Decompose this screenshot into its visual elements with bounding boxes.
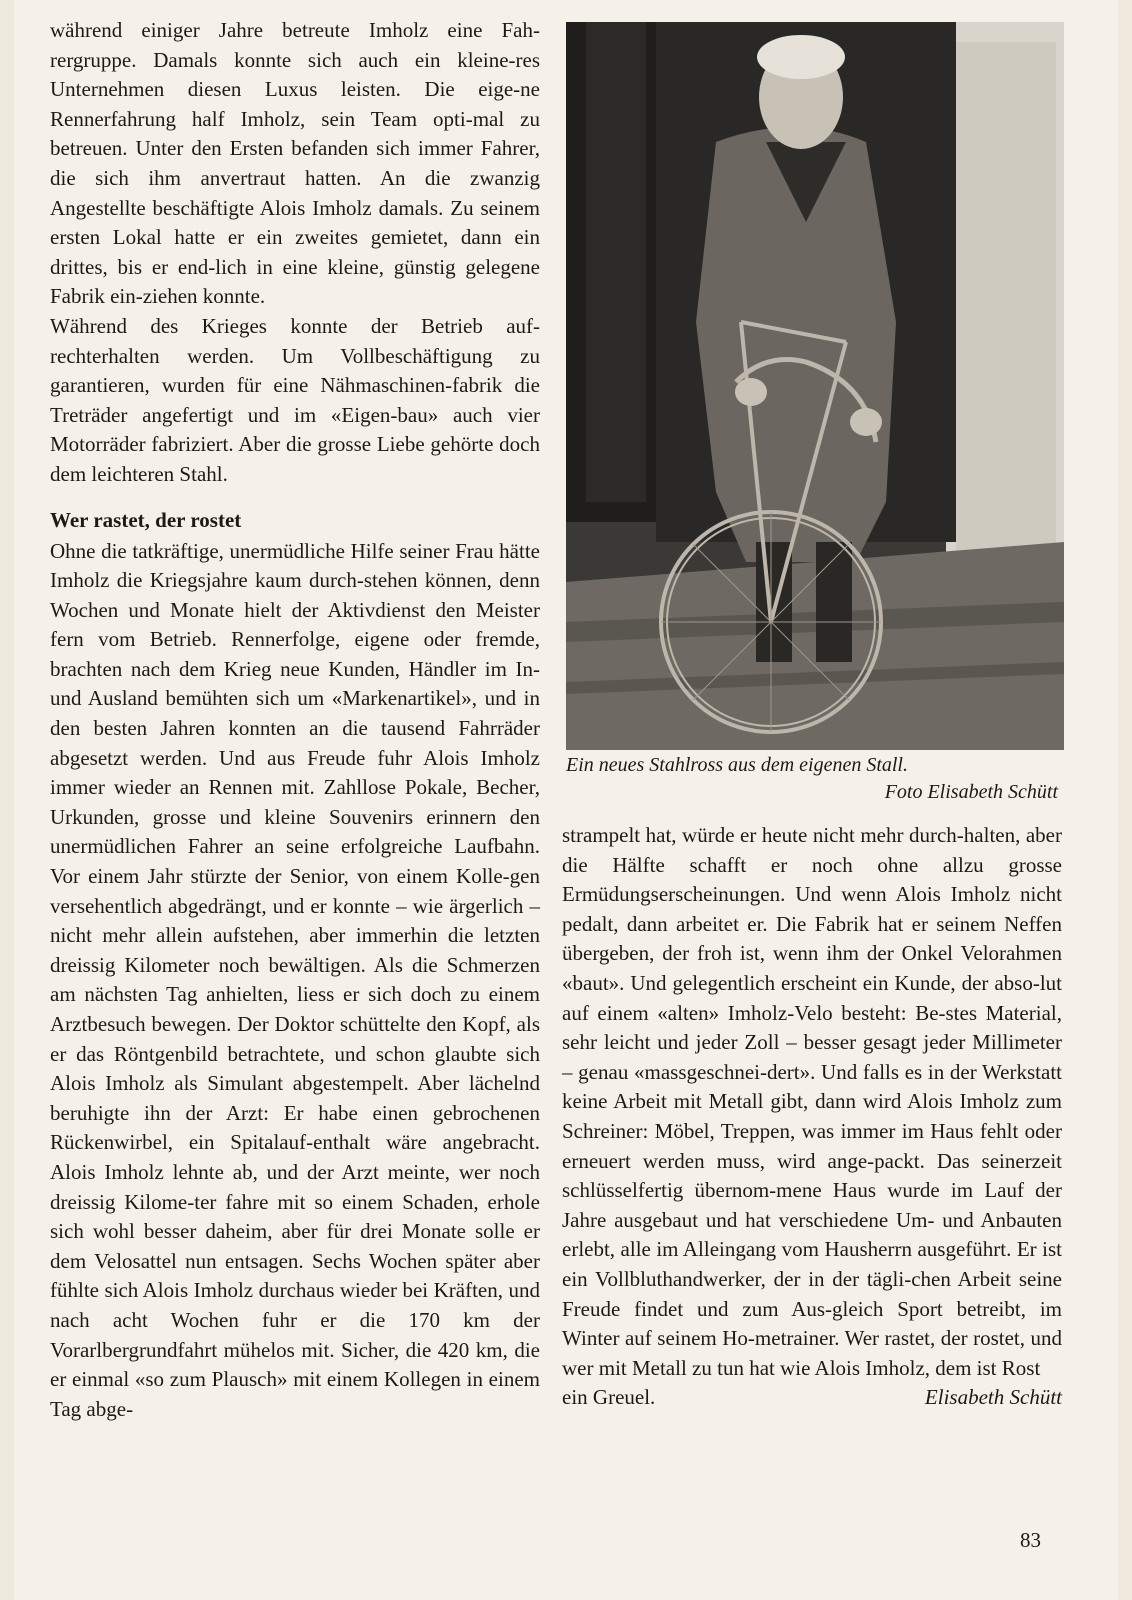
right-column <box>562 821 1062 1413</box>
photo-credit: Foto Elisabeth Schütt <box>884 781 1058 803</box>
caption-text: Ein neues Stahlross aus dem eigenen Stall. <box>566 754 908 776</box>
section-heading: Wer rastet, der rostet <box>50 507 242 532</box>
paragraph-3: Ohne die tatkräftige, unermüdliche Hilfe seiner Frau hätte Imholz die Kriegsjahre kaum durch-stehen können, denn Wochen und Monate hielt der Aktivdienst den Meister fern vom Betrieb. Rennerfolge, eigene oder fremde, brachten nach dem Krieg neue Kunden, Händler im In- und Ausland bemühten sich um «Markenartikel», und in den besten Jahren konnten an die tausend Fahrräder abgesetzt werden. Und aus Freude fuhr Alois Imholz immer wieder an Rennen mit. Zahllose Pokale, Becher, Urkunden, grosse und kleine Souvenirs erinnern den unermüdlichen Fahrer an seine erfolgreiche Laufbahn. Vor einem Jahr stürzte der Senior, von einem Kolle-gen versehentlich abgedrängt, und er konnte – wie ärgerlich – nicht mehr allein aufstehen, aber immerhin die letzten dreissig Kilometer noch bewältigen. Als die Schmerzen am nächsten Tag anhielten, liess er sich doch zu einem Arztbesuch bewegen. Der Doktor schüttelte den Kopf, als er das Röntgenbild betrachtete, und schon glaubte sich Alois Imholz als Simulant abgestempelt. Aber lächelnd beruhigte ihn der Arzt: Er habe einen gebrochenen Rückenwirbel, ein Spitalauf-enthalt wäre angebracht. Alois Imholz lehnte ab, und der Arzt meinte, wer noch dreissig Kilome-ter fahre mit so einem Schaden, erhole sich wohl besser daheim, aber für drei Monate solle er dem Velosattel nun entsagen. Sechs Wochen später aber fühlte sich Alois Imholz durchaus wieder bei Kräften, und nach acht Wochen fuhr er die 170 km der Vorarlbergrundfahrt mühelos mit. Sicher, die 420 km, die er einmal «so zum Plausch» mit einem Kollegen in einem Tag abge- <box>50 538 540 1421</box>
paragraph-1: während einiger Jahre betreute Imholz eine Fah-rergruppe. Damals konnte sich auch ein kleine-res Unternehmen diesen Luxus leisten. Die eige-ne Rennerfahrung half Imholz, sein Team opti-mal zu betreuen. Unter den Ersten befanden sich immer Fahrer, die sich ihm anvertraut hatten. An die zwanzig Angestellte beschäftigte Alois Imholz damals. Zu seinem ersten Lokal hatte er ein zweites gemietet, dann ein drittes, bis er end-lich in eine kleine, günstig gelegene Fabrik ein-ziehen konnte. <box>50 18 540 309</box>
paragraph-4: strampelt hat, würde er heute nicht mehr durch-halten, aber die Hälfte schafft er noch ohne allzu grosse Ermüdungserscheinungen. Und wenn Alois Imholz nicht pedalt, dann arbeitet er. Die Fabrik hat er seinem Neffen übergeben, der froh ist, wenn ihm der Onkel Velorahmen «baut». Und gelegentlich erscheint ein Kunde, der abso-lut auf einem «alten» Imholz-Velo besteht: Be-stes Material, sehr leicht und jeder Zoll – besser gesagt jeder Millimeter – genau «massgeschnei-dert». Und falls es in der Werkstatt keine Arbeit mit Metall gibt, dann wird Alois Imholz zum Schreiner: Möbel, Treppen, was immer im Haus fehlt oder erneuert werden muss, wird ange-packt. Das seinerzeit schlüsselfertig übernom-mene Haus wurde im Lauf der Jahre ausgebaut und hat verschiedene Um- und Anbauten erlebt, alle im Alleingang vom Hausherrn ausgeführt. Er ist ein Vollbluthandwerker, der in der tägli-chen Arbeit seine Freude findet und zum Aus-gleich Sport betreibt, im Winter auf seinem Ho-metrainer. Wer rastet, der rostet, und wer mit Metall zu tun hat wie Alois Imholz, dem ist Rost <box>562 823 1062 1380</box>
closing-words: ein Greuel. <box>562 1385 656 1410</box>
page-number: 83 <box>1020 1528 1041 1552</box>
photo-man-with-bicycle <box>566 22 1064 750</box>
author-signature: Elisabeth Schütt <box>924 1385 1062 1410</box>
final-line <box>562 1383 1062 1413</box>
photo-illustration <box>566 22 1064 750</box>
photo-caption <box>566 752 1058 806</box>
left-column <box>50 16 540 1424</box>
paragraph-2: Während des Krieges konnte der Betrieb auf-rechterhalten werden. Um Vollbeschäftigung zu garantieren, wurden für eine Nähmaschinen-fabrik die Treträder angefertigt und im «Eigen-bau» auch vier Motorräder fabriziert. Aber die grosse Liebe gehörte doch dem leichteren Stahl. <box>50 313 540 486</box>
magazine-page <box>14 0 1118 1600</box>
